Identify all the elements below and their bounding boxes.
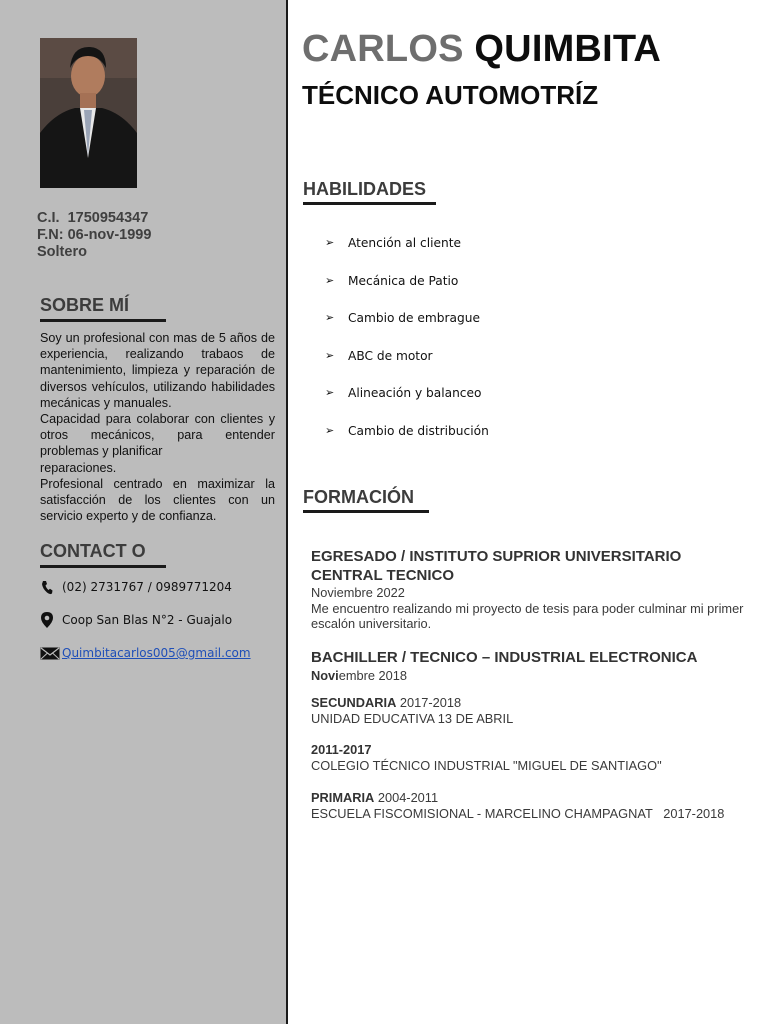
about-paragraph: Capacidad para colaborar con clientes y otros mecánicos, para entender problemas y planificar (40, 412, 275, 459)
birth-date: F.N: 06-nov-1999 (37, 227, 152, 243)
arrow-bullet-icon: ➢ (325, 311, 335, 324)
contact-heading-text: CONTACT O (40, 541, 146, 561)
about-paragraph: reparaciones. (40, 460, 117, 475)
education-school: ESCUELA FISCOMISIONAL - MARCELINO CHAMPAGNAT 2017-2018 (311, 805, 725, 821)
contact-email (40, 645, 251, 661)
about-heading-text: SOBRE MÍ (40, 295, 130, 315)
education-date (311, 668, 756, 684)
phone-text: (02) 2731767 / 0989771204 (62, 580, 232, 594)
heading-underline (40, 565, 166, 568)
education-note: Me encuentro realizando mi proyecto de tesis para poder culminar mi primer escalón universitario. (311, 600, 744, 631)
education-heading (303, 487, 414, 508)
education-level-label: 2011-2017 (311, 742, 372, 757)
location-pin-icon (40, 612, 54, 628)
education-entry (311, 649, 756, 683)
marital-status: Soltero (37, 244, 87, 260)
column-divider (286, 0, 288, 1024)
id-number: C.I. 1750954347 (37, 210, 149, 226)
skills-list (325, 236, 489, 461)
education-school: COLEGIO TÉCNICO INDUSTRIAL "MIGUEL DE SANTIAGO" (311, 757, 662, 773)
phone-icon (40, 579, 54, 595)
skill-item (325, 311, 489, 349)
skill-label: Cambio de embrague (348, 311, 480, 325)
heading-underline (303, 510, 429, 513)
education-title: EGRESADO / INSTITUTO SUPRIOR UNIVERSITARIO CENTRAL TECNICO (311, 548, 682, 584)
skill-item (325, 274, 489, 312)
last-name: QUIMBITA (474, 28, 662, 70)
education-level (311, 790, 756, 806)
education-entry (311, 742, 756, 773)
skill-label: Cambio de distribución (348, 423, 489, 438)
arrow-bullet-icon: ➢ (325, 348, 335, 362)
heading-underline (40, 319, 166, 322)
first-name: CARLOS (302, 28, 464, 70)
about-heading (40, 295, 129, 316)
education-title: BACHILLER / TECNICO – INDUSTRIAL ELECTRONICA (311, 649, 698, 666)
education-date-bold: Novi (311, 667, 339, 683)
skill-label: ABC de motor (348, 348, 433, 363)
education-level-label: PRIMARIA (311, 790, 375, 805)
skill-label: Alineación y balanceo (348, 386, 482, 400)
personal-info (37, 210, 151, 261)
about-paragraph: Profesional centrado en maximizar la satisfacción de los clientes con un servicio experto y de confianza. (40, 476, 275, 524)
full-name (302, 28, 661, 71)
skill-item (325, 424, 489, 462)
arrow-bullet-icon: ➢ (325, 386, 335, 399)
education-entry (311, 790, 756, 821)
education-date: Noviembre 2022 (311, 585, 405, 600)
contact-address (40, 612, 232, 628)
education-heading-text: FORMACIÓN (303, 487, 414, 507)
skill-item (325, 236, 489, 274)
education-entry (311, 695, 756, 726)
skill-item (325, 386, 489, 424)
education-date-rest: embre 2018 (338, 667, 408, 683)
education-entry (311, 548, 756, 632)
education-years: 2017-2018 (396, 695, 462, 710)
arrow-bullet-icon: ➢ (325, 273, 335, 287)
skills-heading (303, 179, 426, 200)
about-text (40, 330, 275, 524)
education-level-label: SECUNDARIA (311, 695, 397, 710)
about-paragraph: Soy un profesional con mas de 5 años de experiencia, realizando trabaos de mantenimiento, limpieza y reparación de diversos vehículos, utilizando habilidades mecánicas y manuales. (40, 331, 275, 410)
education-school: UNIDAD EDUCATIVA 13 DE ABRIL (311, 710, 514, 726)
envelope-icon (40, 645, 60, 661)
contact-heading (40, 541, 146, 562)
address-text: Coop San Blas N°2 - Guajalo (62, 613, 233, 627)
heading-underline (303, 202, 436, 205)
job-title: TÉCNICO AUTOMOTRÍZ (302, 80, 599, 110)
skill-item (325, 349, 489, 387)
skill-label: Atención al cliente (348, 236, 461, 250)
profile-photo (40, 38, 137, 188)
arrow-bullet-icon: ➢ (325, 236, 335, 249)
education-level (311, 695, 756, 711)
education-level (311, 742, 756, 758)
skill-label: Mecánica de Patio (348, 273, 459, 288)
email-link[interactable]: Quimbitacarlos005@gmail.com (62, 646, 251, 660)
education-years: 2004-2011 (374, 790, 439, 805)
skills-heading-text: HABILIDADES (303, 179, 427, 199)
contact-phone (40, 579, 232, 595)
arrow-bullet-icon: ➢ (325, 423, 335, 437)
